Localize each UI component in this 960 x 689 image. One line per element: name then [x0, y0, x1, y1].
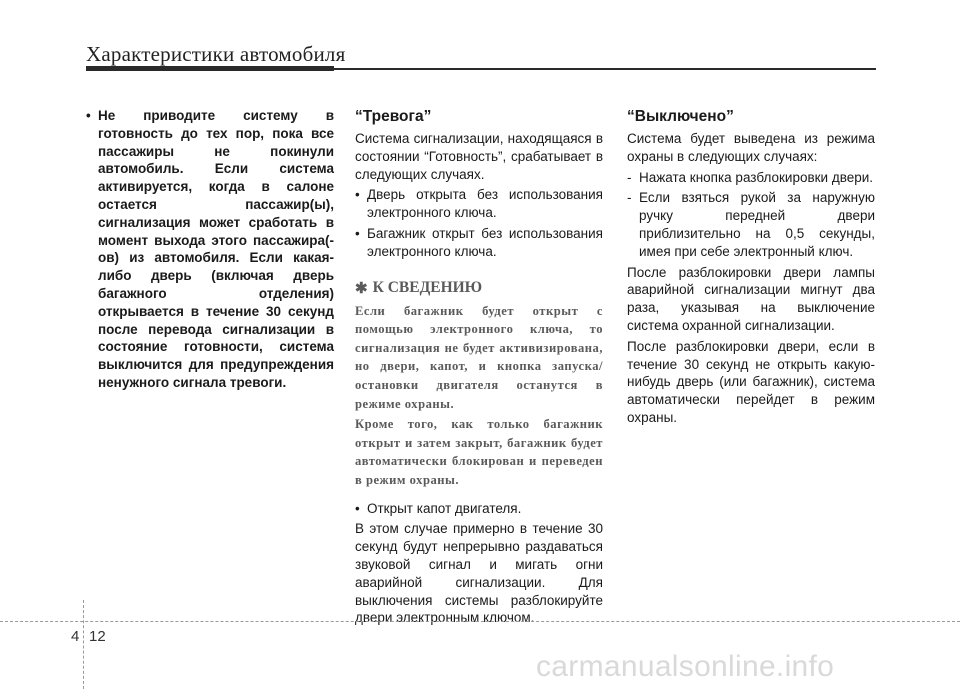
header-rule-thick [86, 66, 334, 71]
note-paragraph-2: Кроме того, как только багажник открыт и затем закрыт, багажник будет автоматически блокирован и переведен в режим охраны. [355, 417, 603, 487]
disarmed-intro: Система будет выведена из режима охраны в следующих случаях: [627, 131, 875, 164]
column-left [86, 107, 334, 395]
bullet-mark: • [86, 108, 91, 123]
note-star-icon: ✱ [355, 280, 368, 297]
alarm-bullet-1 [355, 186, 603, 222]
footer-vertical-dashed-rule [83, 600, 84, 689]
alarm-bullet-3 [355, 500, 603, 518]
dash-mark: - [627, 190, 632, 206]
header-rule-thin [334, 68, 876, 70]
warning-bullet [86, 107, 334, 392]
footer-dashed-rule [0, 621, 960, 622]
bullet-mark: • [355, 225, 360, 241]
warning-bullet-text: Не приводите систему в готовность до тех пор, пока все пассажиры не покинули автомобиль. Если система активируется, когда в салоне остается пассажир(ы), сигнализация может сработать в момент выхода этого пассажира(-ов) из автомобиля. Если какая-либо дверь (включая дверь багажного отделения) открывается в течение 30 секунд после перевода сигнализации в состояние готовности, система выключится для предупреждения ненужного сигнала тревоги. [98, 108, 334, 390]
alarm-bullet-1-text: Дверь открыта без использования электронного ключа. [367, 187, 603, 221]
note-paragraph-1: Если багажник будет открыт с помощью электронного ключа, то сигнализация не будет активизирована, но двери, капот, и кнопка запуска/остановки двигателя останутся в режиме охраны. [355, 303, 603, 411]
disarmed-dash-item-2-text: Если взяться рукой за наружную ручку передней двери приблизительно на 0,5 секунды, имея при себе электронный ключ. [639, 190, 875, 259]
alarm-heading: “Тревога” [355, 108, 432, 125]
note-heading [355, 279, 603, 298]
alarm-bullet-2-text: Багажник открыт без использования электронного ключа. [367, 225, 603, 259]
disarmed-paragraph-2: После разблокировки двери, если в течение 30 секунд не открыть какую-нибудь дверь (или багажник), система автоматически перейдет в режим охраны. [627, 338, 875, 425]
column-middle [355, 107, 603, 630]
note-title-text: К СВЕДЕНИЮ [372, 279, 483, 297]
column-right [627, 107, 875, 430]
dash-mark: - [627, 169, 632, 185]
section-number: 4 [71, 628, 80, 645]
disarmed-dash-item-2 [627, 189, 875, 260]
disarmed-heading: “Выключено” [627, 108, 734, 125]
bullet-mark: • [355, 187, 360, 203]
bullet-mark: • [355, 500, 360, 516]
alarm-intro: Система сигнализации, находящаяся в состоянии “Готовность”, срабатывает в следующих случаях. [355, 131, 603, 182]
disarmed-dash-item-1 [627, 169, 875, 187]
page-header-title: Характеристики автомобиля [86, 42, 346, 66]
disarmed-paragraph-1: После разблокировки двери лампы аварийной сигнализации мигнут два раза, указывая на выключение система охранной сигнализации. [627, 264, 875, 333]
disarmed-dash-item-1-text: Нажата кнопка разблокировки двери. [639, 169, 874, 185]
page-number: 12 [89, 628, 106, 645]
alarm-bullet-3-text: Открыт капот двигателя. [367, 500, 522, 516]
watermark: carmanualsonline.info [536, 650, 835, 683]
alarm-paragraph: В этом случае примерно в течение 30 секунд будут непрерывно раздаваться звуковой сигнал и мигать огни аварийной сигнализации. Для выключения системы разблокируйте двери электронным ключом. [355, 521, 603, 626]
alarm-bullet-2 [355, 225, 603, 261]
